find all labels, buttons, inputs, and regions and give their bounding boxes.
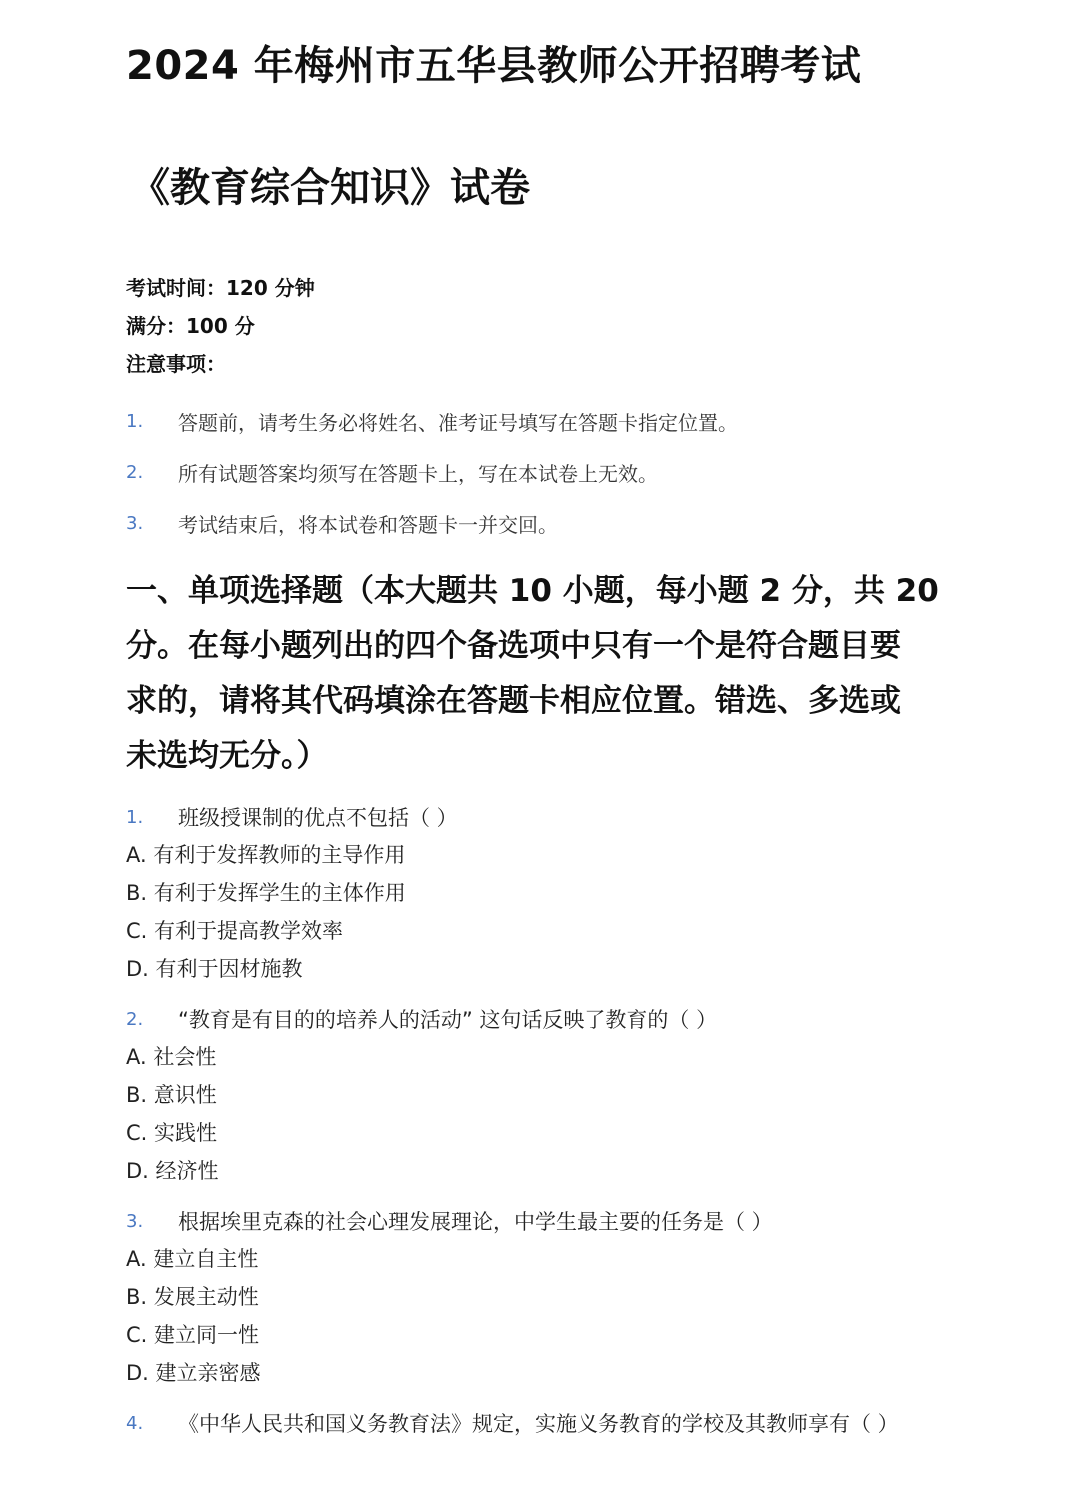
question-option: D. 建立亲密感 [126, 1361, 261, 1385]
question-option: B. 有利于发挥学生的主体作用 [126, 881, 406, 905]
exam-title-line2: 《教育综合知识》试卷 [130, 165, 530, 211]
question-list [126, 798, 986, 1442]
question-item [126, 1000, 986, 1190]
section-heading-line: 一、单项选择题（本大题共 10 小题，每小题 2 分，共 20 [126, 573, 939, 609]
notes-header: 注意事项： [126, 352, 226, 376]
notes-list [126, 396, 986, 549]
question-number: 2. [126, 1008, 144, 1030]
question-text: 班级授课制的优点不包括（ ） [178, 806, 458, 830]
question-option: B. 意识性 [126, 1083, 217, 1107]
exam-time: 考试时间：120 分钟 [126, 276, 315, 300]
exam-score: 满分：100 分 [126, 314, 255, 338]
question-text: “教育是有目的的培养人的活动” 这句话反映了教育的（ ） [178, 1008, 718, 1032]
section-heading-line: 分。在每小题列出的四个备选项中只有一个是符合题目要 [126, 628, 901, 664]
question-option: C. 实践性 [126, 1121, 218, 1145]
note-text: 答题前，请考生务必将姓名、准考证号填写在答题卡指定位置。 [178, 411, 738, 435]
note-item [126, 396, 986, 447]
note-number: 1. [126, 411, 144, 432]
note-number: 2. [126, 462, 144, 483]
exam-title-line1: 2024 年梅州市五华县教师公开招聘考试 [126, 43, 862, 89]
question-option: B. 发展主动性 [126, 1285, 259, 1309]
question-number: 4. [126, 1412, 144, 1434]
note-text: 考试结束后，将本试卷和答题卡一并交回。 [178, 513, 558, 537]
note-text: 所有试题答案均须写在答题卡上，写在本试卷上无效。 [178, 462, 658, 486]
question-option: D. 经济性 [126, 1159, 219, 1183]
question-option: A. 社会性 [126, 1045, 217, 1069]
question-number: 3. [126, 1210, 144, 1232]
question-option: C. 建立同一性 [126, 1323, 260, 1347]
note-item [126, 498, 986, 549]
question-option: D. 有利于因材施教 [126, 957, 303, 981]
section-heading-line: 求的，请将其代码填涂在答题卡相应位置。错选、多选或 [126, 683, 901, 719]
question-item [126, 1404, 986, 1442]
question-option: A. 有利于发挥教师的主导作用 [126, 843, 406, 867]
section-heading [126, 564, 976, 784]
question-option: A. 建立自主性 [126, 1247, 259, 1271]
question-number: 1. [126, 806, 144, 828]
note-number: 3. [126, 513, 144, 534]
question-text: 《中华人民共和国义务教育法》规定，实施义务教育的学校及其教师享有（ ） [178, 1412, 899, 1436]
exam-meta [126, 272, 315, 386]
section-heading-line: 未选均无分。） [126, 738, 328, 774]
question-text: 根据埃里克森的社会心理发展理论，中学生最主要的任务是（ ） [178, 1210, 773, 1234]
note-item [126, 447, 986, 498]
question-option: C. 有利于提高教学效率 [126, 919, 344, 943]
question-item [126, 798, 986, 988]
question-item [126, 1202, 986, 1392]
